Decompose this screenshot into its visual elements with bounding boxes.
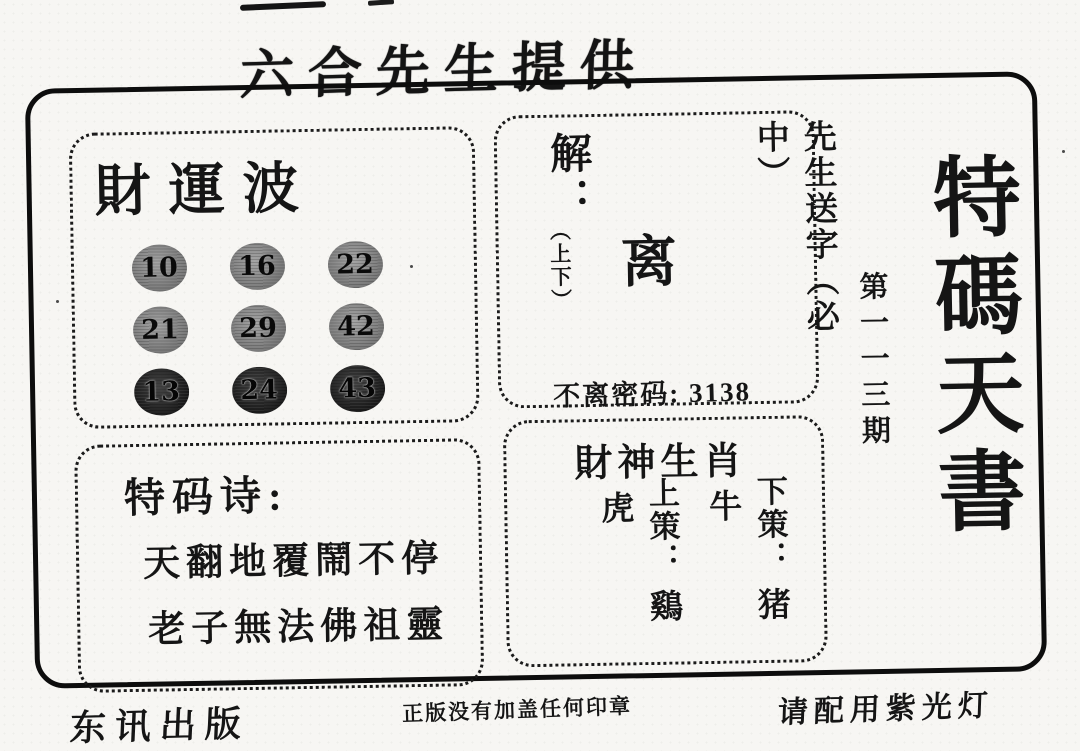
- ball-value: 22: [335, 248, 374, 280]
- number-ball: [231, 366, 287, 414]
- number-ball: [328, 302, 384, 350]
- zodiac-column-best: [591, 476, 688, 664]
- number-ball: [132, 306, 188, 354]
- answer-character: 离: [620, 231, 678, 295]
- ball-value: 29: [238, 312, 278, 344]
- publisher-name: 东讯出版: [69, 703, 251, 749]
- answer-code-line: 不离密码: 3138: [552, 376, 752, 412]
- masthead-title: 特碼天書: [919, 150, 1023, 545]
- number-ball: [327, 240, 383, 288]
- scan-smudge: [368, 0, 394, 6]
- ball-value: 10: [139, 251, 179, 284]
- zodiac-animal: 猪: [752, 586, 790, 621]
- zodiac-title: 財神生肖: [574, 440, 747, 486]
- zodiac-column-label: 下策：: [751, 474, 789, 575]
- poem-title: 特码诗:: [123, 472, 290, 522]
- ball-value: 16: [237, 250, 277, 282]
- poem-box: [74, 438, 484, 693]
- zodiac-animal: 牛: [703, 488, 741, 523]
- number-ball: [329, 364, 385, 412]
- banner-title: 六合先生提供: [239, 34, 649, 107]
- number-ball: [133, 368, 189, 416]
- ball-value: 13: [142, 375, 181, 408]
- zodiac-column-label: 上策：: [643, 476, 681, 577]
- scan-speck: [1062, 150, 1065, 153]
- poem-line: 老子無法佛祖靈: [147, 604, 450, 651]
- ball-value: 24: [240, 374, 279, 406]
- number-ball: [131, 244, 187, 292]
- answer-box: [493, 110, 839, 412]
- fortune-wave-box: [69, 126, 480, 429]
- ball-value: 21: [140, 313, 180, 346]
- uv-lamp-note: 请配用紫光灯: [777, 689, 995, 730]
- scan-smudge: [240, 1, 326, 11]
- sheet-border: [25, 71, 1047, 689]
- authenticity-note: 正版没有加盖任何印章: [401, 693, 633, 727]
- answer-sub-label: （上下）: [547, 219, 573, 312]
- answer-label: 解：: [543, 131, 592, 224]
- zodiac-box: [503, 415, 828, 668]
- zodiac-animal: 虎: [595, 490, 633, 524]
- number-ball: [229, 242, 285, 290]
- fortune-wave-ball-grid: [109, 232, 406, 423]
- fortune-wave-title: 財運波: [94, 157, 318, 224]
- number-ball: [230, 304, 286, 352]
- issue-number: 第一一三期: [855, 270, 891, 452]
- poem-line: 天翻地覆鬧不停: [142, 538, 445, 585]
- zodiac-animal: 鷄: [644, 588, 682, 623]
- ball-value: 43: [338, 372, 377, 404]
- ball-value: 42: [336, 310, 376, 342]
- answer-side-note: 先生送字（必中）: [751, 118, 839, 336]
- zodiac-column-worst: [699, 475, 796, 663]
